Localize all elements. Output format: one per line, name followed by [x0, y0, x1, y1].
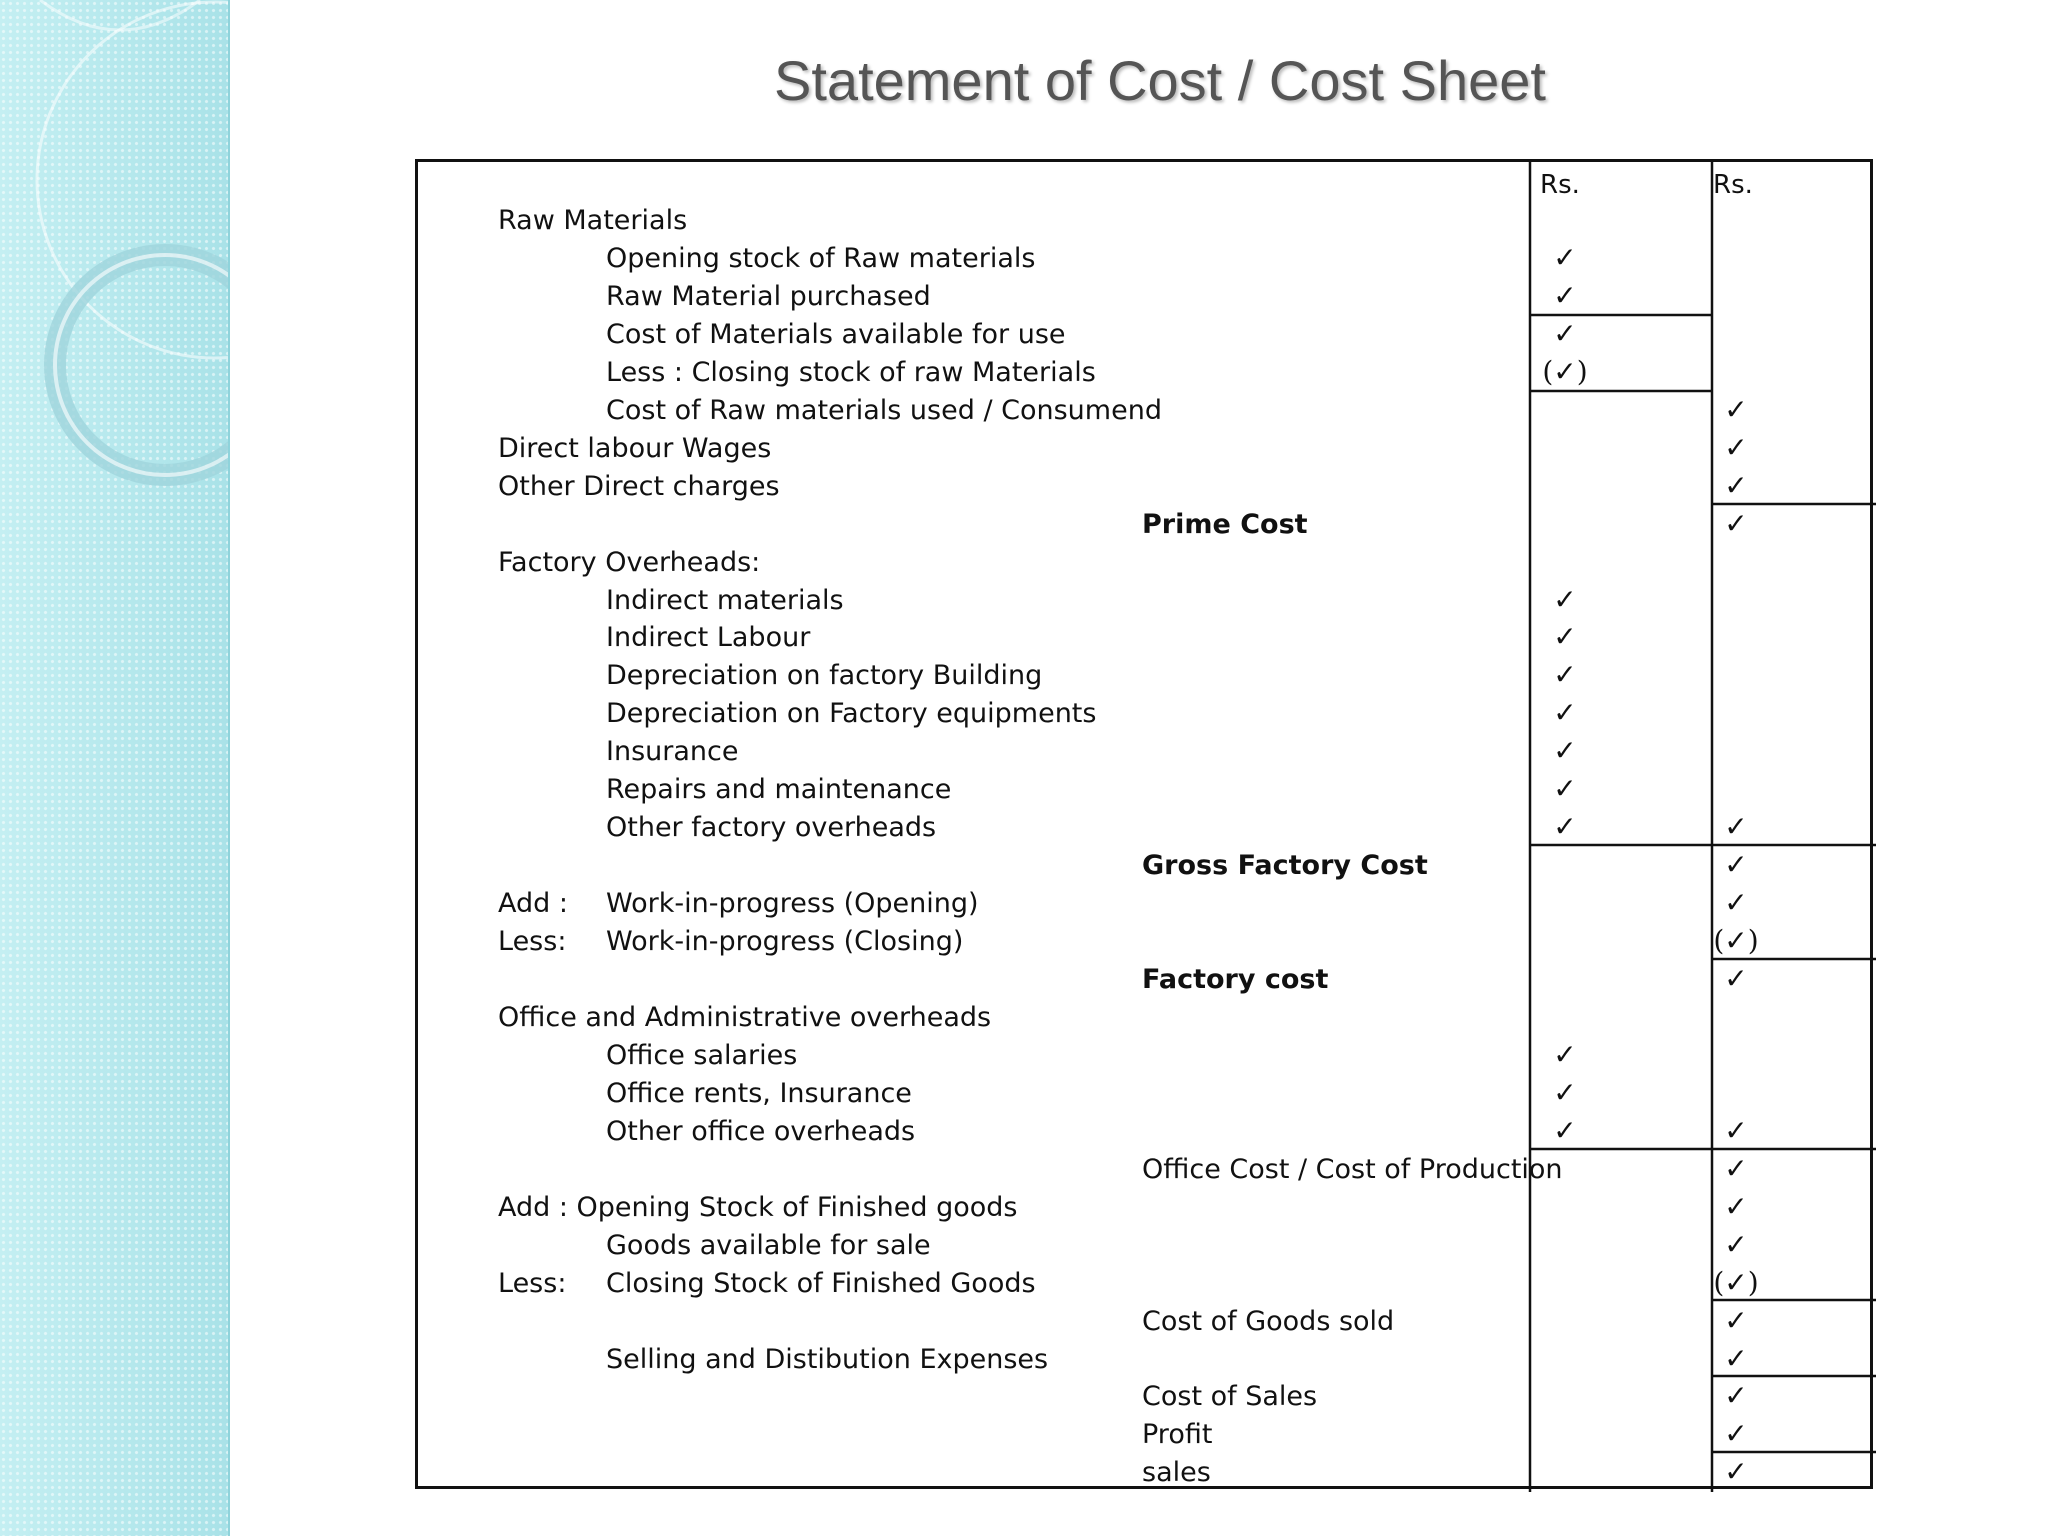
check-mark-negative-icon: (✓): [1542, 354, 1588, 388]
decorative-rings: [0, 0, 228, 520]
row-label: Less : Closing stock of raw Materials: [606, 356, 1096, 388]
check-mark-icon: ✓: [1553, 1113, 1577, 1147]
row-label: Selling and Distibution Expenses: [606, 1343, 1049, 1375]
row-label: Depreciation on factory Building: [606, 660, 1043, 692]
row-total-label: sales: [1142, 1457, 1211, 1489]
check-mark-icon: ✓: [1724, 1151, 1748, 1185]
row-label: Raw Material purchased: [606, 280, 931, 312]
check-mark-icon: ✓: [1724, 468, 1748, 502]
check-mark-icon: ✓: [1724, 1227, 1748, 1261]
check-mark-negative-icon: (✓): [1713, 1265, 1759, 1299]
row-label: Goods available for sale: [606, 1229, 931, 1261]
row-label: Indirect Labour: [606, 622, 811, 654]
check-mark-icon: ✓: [1724, 1189, 1748, 1223]
check-mark-icon: ✓: [1724, 962, 1748, 995]
check-mark-icon: ✓: [1724, 886, 1748, 920]
row-label: Add : Opening Stock of Finished goods: [498, 1191, 1018, 1223]
page-title: Statement of Cost / Cost Sheet: [774, 49, 1546, 112]
row-label: Indirect materials: [606, 584, 844, 616]
row-label: Direct labour Wages: [498, 432, 772, 464]
check-mark-icon: ✓: [1724, 1341, 1748, 1375]
row-label: Depreciation on Factory equipments: [606, 698, 1097, 730]
row-label: Insurance: [606, 736, 739, 768]
check-mark-icon: ✓: [1553, 316, 1577, 350]
check-mark-icon: ✓: [1724, 1417, 1748, 1451]
check-mark-negative-icon: (✓): [1713, 924, 1759, 958]
row-label: Work-in-progress (Opening): [606, 888, 979, 920]
check-mark-icon: ✓: [1553, 772, 1577, 806]
row-total-label: Prime Cost: [1142, 508, 1308, 540]
row-label: Cost of Raw materials used / Consumend: [606, 394, 1162, 426]
check-mark-icon: ✓: [1553, 240, 1577, 274]
row-label: Opening stock of Raw materials: [606, 242, 1036, 274]
check-mark-icon: ✓: [1553, 1037, 1577, 1071]
column-header-rs-2: Rs.: [1713, 170, 1753, 200]
row-label: Cost of Materials available for use: [606, 318, 1066, 350]
check-mark-icon: ✓: [1553, 278, 1577, 312]
check-mark-icon: ✓: [1724, 506, 1748, 540]
row-prefix: Less:: [498, 926, 567, 958]
check-mark-icon: ✓: [1553, 810, 1577, 844]
row-prefix: Add :: [498, 888, 568, 920]
row-label: Other factory overheads: [606, 812, 937, 844]
check-mark-icon: ✓: [1724, 1113, 1748, 1147]
row-label: Office rents, Insurance: [606, 1077, 912, 1109]
check-mark-icon: ✓: [1553, 696, 1577, 730]
check-mark-icon: ✓: [1724, 1455, 1748, 1489]
check-mark-icon: ✓: [1553, 658, 1577, 692]
row-label: Factory Overheads:: [498, 546, 761, 578]
row-total-label: Cost of Sales: [1142, 1381, 1318, 1413]
check-mark-icon: ✓: [1724, 848, 1748, 882]
row-total-label: Gross Factory Cost: [1142, 850, 1428, 882]
decorative-sidebar: [0, 0, 230, 1536]
row-label: Office and Administrative overheads: [498, 1001, 992, 1033]
check-mark-icon: ✓: [1553, 1075, 1577, 1109]
row-label: Other office overheads: [606, 1115, 916, 1147]
cost-sheet-table: [415, 159, 1873, 1489]
row-label: Other Direct charges: [498, 470, 780, 502]
row-total-label: Profit: [1142, 1419, 1213, 1451]
check-mark-icon: ✓: [1724, 810, 1748, 844]
check-mark-icon: ✓: [1724, 430, 1748, 464]
row-label: Work-in-progress (Closing): [606, 926, 964, 958]
row-label: Repairs and maintenance: [606, 774, 952, 806]
row-total-label: Cost of Goods sold: [1142, 1305, 1395, 1337]
row-total-label: Office Cost / Cost of Production: [1142, 1153, 1563, 1185]
check-mark-icon: ✓: [1553, 620, 1577, 654]
check-mark-icon: ✓: [1724, 1379, 1748, 1413]
check-mark-icon: ✓: [1724, 1303, 1748, 1337]
check-mark-icon: ✓: [1553, 582, 1577, 616]
row-label: Closing Stock of Finished Goods: [606, 1267, 1036, 1299]
check-mark-icon: ✓: [1724, 392, 1748, 426]
row-prefix: Less:: [498, 1267, 567, 1299]
row-total-label: Factory cost: [1142, 964, 1329, 995]
row-label: Office salaries: [606, 1039, 798, 1071]
check-mark-icon: ✓: [1553, 734, 1577, 768]
row-label: Raw Materials: [498, 205, 688, 236]
column-header-rs-1: Rs.: [1540, 170, 1580, 200]
